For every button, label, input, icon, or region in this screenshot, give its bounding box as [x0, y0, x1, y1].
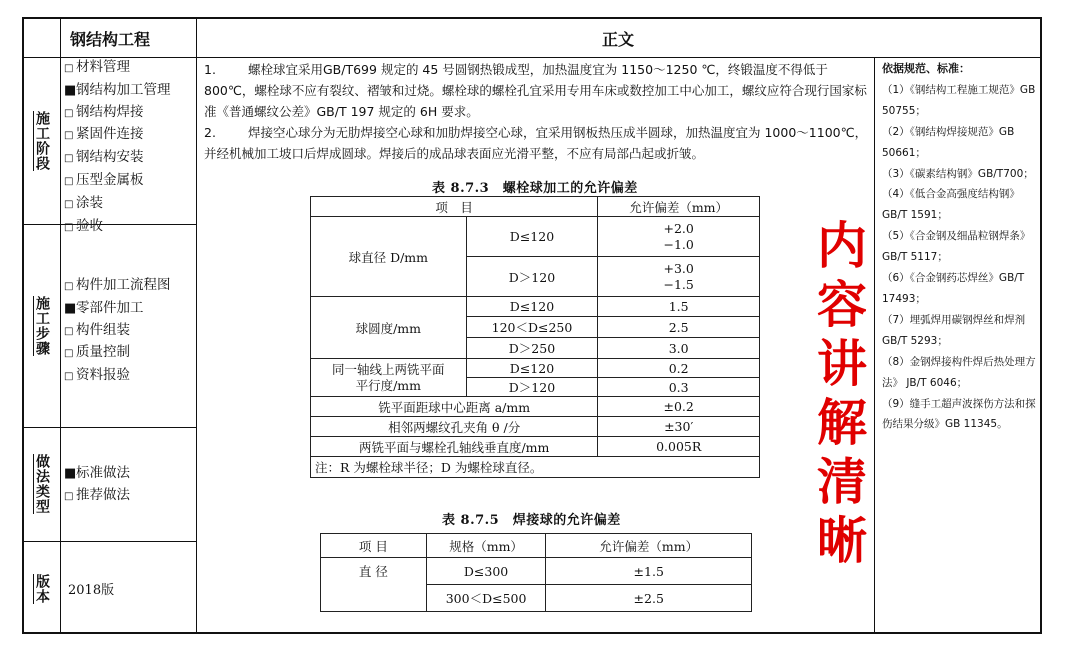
table-cell: ±0.2 — [598, 397, 760, 417]
menu-item-coating[interactable]: □ 涂装 — [64, 193, 200, 216]
checkbox-icon: □ — [64, 130, 74, 142]
table-cell: 3.0 — [598, 338, 760, 359]
left-header-title: 钢结构工程 — [69, 29, 150, 49]
table-cell: 0.2 — [598, 359, 760, 378]
table-cell: 120＜D≤250 — [466, 317, 598, 338]
menu-item-fastener[interactable]: □ 紧固件连接 — [64, 124, 200, 147]
table-cell: D＞120 — [466, 378, 598, 397]
reference-item: （3）《碳素结构钢》GB/T700； — [882, 167, 1034, 180]
reference-item: （1）《钢结构工程施工规范》GB 50755； — [882, 83, 1036, 117]
reference-item: （7）埋弧焊用碳钢焊丝和焊剂 GB/T 5293； — [882, 313, 1026, 347]
references-title: 依据规范、标准： — [882, 62, 970, 75]
checkbox-icon: □ — [64, 371, 74, 383]
menu-item-welding[interactable]: □ 钢结构焊接 — [64, 102, 200, 125]
menu-item-acceptance[interactable]: □ 验收 — [64, 216, 200, 239]
table-cell: D＞120 — [466, 257, 598, 297]
checkbox-checked-icon: ■ — [64, 300, 77, 316]
table-cell: D≤120 — [466, 359, 598, 378]
table-cell: D≤300 — [426, 558, 546, 585]
steps-menu — [64, 275, 200, 388]
reference-item: （4）《低合金高强度结构钢》GB/T 1591； — [882, 188, 1020, 222]
checkbox-icon: □ — [64, 281, 74, 292]
red-overlay-text: 内容讲解清晰 — [817, 217, 867, 570]
reference-item: （6）《合金钢药芯焊丝》GB/T 17493； — [882, 272, 1025, 305]
menu-item-material-management[interactable]: □ 材料管理 — [64, 57, 200, 80]
table-cell: ±1.5 — [546, 558, 752, 585]
col-divider — [874, 57, 875, 632]
table-header: 项 目 — [311, 197, 598, 217]
method-menu — [64, 463, 200, 508]
checkbox-checked-icon: ■ — [64, 82, 77, 98]
table-cell: 0.005R — [598, 437, 760, 457]
paragraph: 2. 焊接空心球分为无肋焊接空心球和加肋焊接空心球，宜采用钢板热压成半圆球，加热温度宜为 1000～1100℃，并经机械加工坡口后焊成圆球。焊接后的成品球表面应光滑平整，不应有局部凸起或折皱。 — [204, 125, 868, 161]
table-cell: ±2.5 — [546, 585, 752, 612]
paragraph: 1. 螺栓球宜采用GB/T699 规定的 45 号圆钢热锻成型，加热温度宜为 1150～1250 ℃，终锻温度不得低于 800℃，螺栓球不应有裂纹、褶皱和过烧。螺栓球的螺栓孔宜采用专用车床或数控加工中心加工，螺纹应符合现行国家标准《普通螺纹公差》GB/T 197 规定的 6H 要求。 — [204, 62, 867, 119]
table-header: 允许偏差（mm） — [546, 534, 752, 558]
reference-item: （2）《钢结构焊接规范》GB 50661； — [882, 125, 1015, 159]
table-cell: 300＜D≤500 — [426, 585, 546, 612]
table-cell: 1.5 — [598, 297, 760, 317]
menu-item-recommended-method[interactable]: □ 推荐做法 — [64, 485, 200, 508]
stage-label-version: 版本 — [34, 573, 50, 604]
table-cell: ±30′ — [598, 417, 760, 437]
version-value: 2018版 — [68, 583, 115, 598]
checkbox-icon: □ — [64, 107, 74, 119]
table-cell: 球圆度/mm — [311, 297, 467, 359]
checkbox-checked-icon: ■ — [64, 466, 77, 481]
table1-caption: 表 8.7.3 螺栓球加工的允许偏差 — [432, 181, 638, 196]
reference-item: （8）金钢焊接构件焊后热处理方法》 JB/T 6046； — [882, 355, 1036, 389]
menu-item-standard-method[interactable]: ■标准做法 — [64, 463, 200, 485]
reference-item: （5）《合金钢及细晶粒钢焊条》GB/T 5117； — [882, 230, 1031, 264]
menu-item-installation[interactable]: □ 钢结构安装 — [64, 147, 200, 170]
stage-label-construction-phase: 施工阶段 — [34, 110, 50, 171]
menu-item-steel-processing[interactable]: ■钢结构加工管理 — [64, 80, 200, 102]
checkbox-icon: □ — [64, 221, 74, 233]
table-cell: D≤120 — [466, 297, 598, 317]
table-cell: 球直径 D/mm — [311, 217, 467, 297]
checkbox-icon: □ — [64, 348, 74, 360]
table-cell: 直 径 — [321, 558, 427, 612]
table-header: 项 目 — [321, 534, 427, 558]
checkbox-icon: □ — [64, 325, 74, 337]
table-cell: 2.5 — [598, 317, 760, 338]
checkbox-icon: □ — [64, 198, 74, 210]
menu-item-part-processing[interactable]: ■零部件加工 — [64, 298, 200, 320]
table-cell: +2.0 −1.0 — [598, 217, 760, 257]
checkbox-icon: □ — [64, 153, 74, 165]
menu-item-assembly[interactable]: □ 构件组装 — [64, 320, 200, 343]
table-cell: +3.0 −1.5 — [598, 257, 760, 297]
menu-item-metal-plate[interactable]: □ 压型金属板 — [64, 170, 200, 193]
reference-item: （9）缝手工超声波探伤方法和探伤结果分级》GB 11345。 — [882, 397, 1036, 431]
checkbox-icon: □ — [64, 63, 74, 74]
table-cell: 同一轴线上两铣平面 平行度/mm — [311, 359, 467, 397]
menu-item-quality-control[interactable]: □ 质量控制 — [64, 342, 200, 365]
checkbox-icon: □ — [64, 175, 74, 187]
table-cell: 两铣平面与螺栓孔轴线垂直度/mm — [311, 437, 598, 457]
phase-menu — [64, 57, 200, 238]
bolt-ball-tolerance-table — [310, 196, 760, 478]
menu-item-flowchart[interactable]: □ 构件加工流程图 — [64, 275, 200, 298]
stage-label-construction-steps: 施工步骤 — [34, 295, 50, 356]
table-cell: D＞250 — [466, 338, 598, 359]
table-header: 允许偏差（mm） — [598, 197, 760, 217]
menu-item-documents[interactable]: □ 资料报验 — [64, 365, 200, 388]
document-frame — [22, 17, 1042, 634]
table-header: 规格（mm） — [426, 534, 546, 558]
table-cell: 0.3 — [598, 378, 760, 397]
main-header-title: 正文 — [601, 29, 634, 49]
stage-label-method-type: 做法类型 — [34, 454, 50, 514]
table-note: 注：R 为螺栓球半径；D 为螺栓球直径。 — [311, 457, 760, 478]
body-text — [204, 59, 870, 164]
checkbox-icon: □ — [64, 490, 74, 502]
welded-ball-tolerance-table — [320, 533, 752, 612]
references-panel — [882, 59, 1044, 435]
table2-caption: 表 8.7.5 焊接球的允许偏差 — [442, 513, 621, 528]
table-cell: 相邻两螺纹孔夹角 θ /分 — [311, 417, 598, 437]
table-cell: 铣平面距球中心距离 a/mm — [311, 397, 598, 417]
table-cell: D≤120 — [466, 217, 598, 257]
